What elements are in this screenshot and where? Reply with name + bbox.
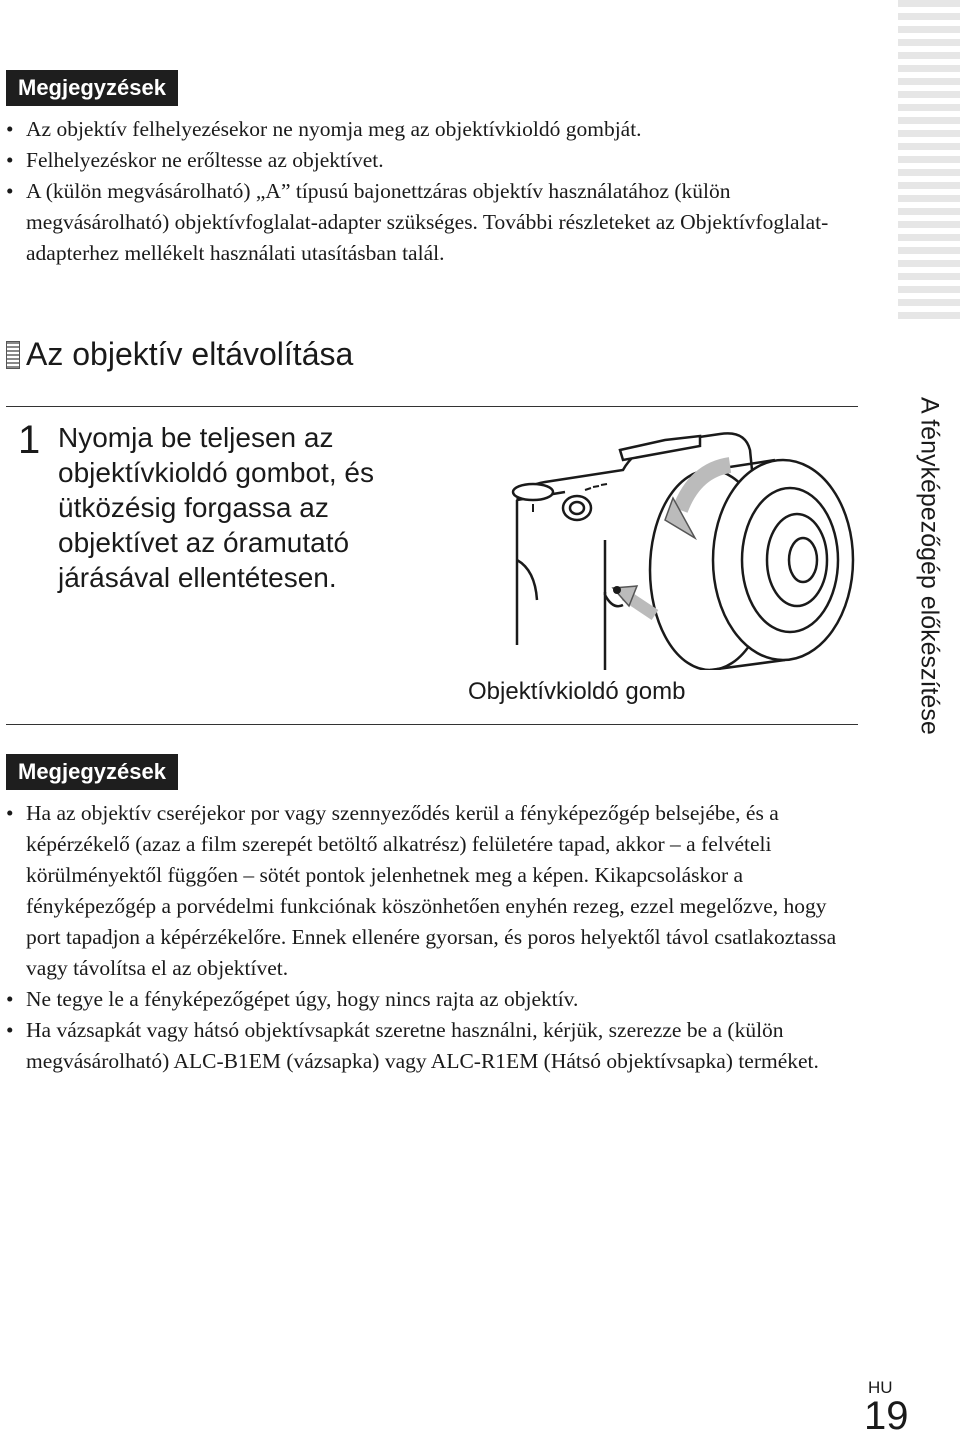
heading-marker-icon [6,341,20,369]
side-tab-stripes [898,0,960,325]
side-tab-text: A fényképezőgép előkészítése [915,397,944,735]
notes-list-bottom [6,798,856,1077]
list-item: • Ha az objektív cseréjekor por vagy szennyeződés kerül a fényképezőgép belsejébe, és a képérzékelő (azaz a film szerepét betöltő alkatrész) felületére tapad, akkor – a felvételi körülményektől függően – sötét pontok jelenhetnek meg a képen. Kikapcsoláskor a fényképezőgép a porvédelmi funkciónak köszönhetően enyhén rezeg, ezzel megelőzve, hogy port tapadjon a képérzékelőre. Ennek ellenére gyorsan, és poros helyektől távol csatlakoztassa vagy távolítsa el az objektívet. [6,798,856,984]
notes-list-top [6,114,856,269]
divider-bottom [6,724,858,725]
camera-lens-illustration [505,420,865,670]
notes-label-bottom: Megjegyzések [6,754,178,790]
notes-label-top: Megjegyzések [6,70,178,106]
divider-top [6,406,858,407]
language-code: HU [868,1378,893,1397]
side-tab [898,325,960,795]
step-number: 1 [18,418,41,462]
step-text: Nyomja be teljesen az objektívkioldó gombot, és ütközésig forgassa az objektívet az óramutató járásával ellentétesen. [58,422,374,593]
list-item: • Felhelyezéskor ne erőltesse az objektívet. [6,145,856,176]
list-item: • Az objektív felhelyezésekor ne nyomja meg az objektívkioldó gombját. [6,114,856,145]
figure-callout: Objektívkioldó gomb [468,678,686,705]
section-title: Az objektív eltávolítása [26,336,354,372]
page-number: 19 [864,1394,909,1438]
list-item: • A (külön megvásárolható) „A” típusú bajonettzáras objektív használatához (külön megvásárolható) objektívfoglalat-adapter szükséges. További részleteket az Objektívfoglalat-adapterhez mellékelt használati utasításban talál. [6,176,856,269]
section-heading [6,336,353,373]
list-item: • Ne tegye le a fényképezőgépet úgy, hogy nincs rajta az objektív. [6,984,856,1015]
list-item: • Ha vázsapkát vagy hátsó objektívsapkát szeretne használni, kérjük, szerezze be a (külön megvásárolható) ALC-B1EM (vázsapka) vagy ALC-R1EM (Hátsó objektívsapka) terméket. [6,1015,856,1077]
